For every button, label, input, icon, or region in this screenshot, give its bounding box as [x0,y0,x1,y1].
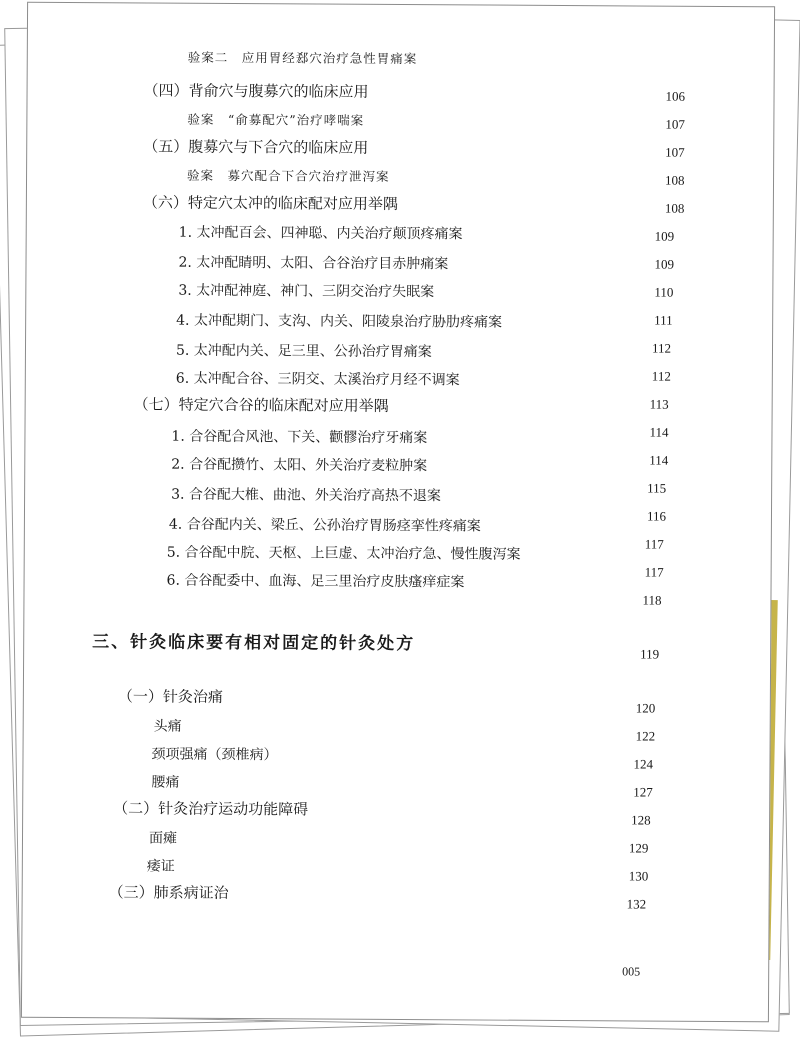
toc-page-number: 130 [628,868,649,884]
toc-item-entry: 2. 太冲配睛明、太阳、合谷治疗目赤肿痛案 [178,254,449,273]
toc-page-number: 116 [646,508,667,524]
toc-page-number: 113 [649,396,669,412]
toc-page-number: 118 [642,592,662,608]
toc-page-number: 114 [649,452,669,468]
toc-page-number: 127 [633,784,653,800]
toc-item-entry: 4. 合谷配内关、梁丘、公孙治疗胃肠痉挛性疼痛案 [168,516,481,535]
toc-page-number: 124 [633,756,654,772]
toc-page-number: 112 [651,368,671,384]
toc-page-number: 132 [626,896,647,912]
toc-item-entry: 5. 太冲配内关、足三里、公孙治疗胃痛案 [175,342,432,361]
toc-page-number: 108 [664,200,685,216]
toc-item-entry: 6. 合谷配委中、血海、足三里治疗皮肤瘙痒症案 [166,572,465,591]
toc-section-entry: （五）腹募穴与下合穴的临床应用 [143,137,369,157]
toc-section-entry: （六）特定穴太冲的临床配对应用举隅 [142,193,398,213]
toc-page-number: 106 [665,88,686,104]
toc-page-number: 119 [640,646,660,662]
toc-item-entry: 5. 合谷配中脘、天枢、上巨虚、太冲治疗急、慢性腹泻案 [166,544,521,563]
toc-page-number: 122 [635,728,656,744]
toc-page-number: 111 [654,312,673,328]
toc-item-entry: 2. 合谷配攒竹、太阳、外关治疗麦粒肿案 [171,456,428,475]
toc-item-entry: 1. 合谷配合风池、下关、颧髎治疗牙痛案 [171,428,428,447]
toc-page-number: 117 [644,536,664,552]
footer-page-number: 005 [622,964,641,979]
toc-item-entry: 4. 太冲配期门、支沟、内关、阳陵泉治疗胁肋疼痛案 [176,312,503,331]
toc-item-entry: 颈项强痛（颈椎病） [151,746,278,764]
toc-section-entry: （四）背俞穴与腹募穴的临床应用 [143,81,369,101]
toc-page-number: 109 [654,228,675,244]
toc-item-entry: 头痛 [153,718,182,735]
toc-page-number: 117 [644,564,664,580]
toc-case-entry: 验案 募穴配合下合穴治疗泄泻案 [187,167,390,184]
toc-page-number: 108 [664,172,685,188]
toc-section-entry: （二）针灸治疗运动功能障碍 [113,799,309,819]
toc-section-entry: （七）特定穴合谷的临床配对应用举隅 [133,395,389,415]
toc-item-entry: 6. 太冲配合谷、三阴交、太溪治疗月经不调案 [175,370,460,389]
toc-chapter-entry: 三、针灸临床要有相对固定的针灸处方 [92,632,416,655]
toc-item-entry: 3. 合谷配大椎、曲池、外关治疗高热不退案 [171,486,441,505]
toc-page-number: 107 [665,116,685,132]
toc-page-number: 114 [649,424,669,440]
toc-page [21,2,775,1023]
toc-item-entry: 腰痛 [151,774,180,791]
toc-item-entry: 痿证 [146,858,175,875]
toc-page-number: 112 [651,340,672,356]
toc-section-entry: （三）肺系病证治 [108,883,229,902]
toc-page-number: 128 [631,812,651,828]
toc-page-number: 129 [628,840,649,856]
toc-page-number: 109 [654,256,675,272]
toc-item-entry: 3. 太冲配神庭、神门、三阴交治疗失眠案 [178,282,435,301]
toc-case-entry: 验案 “俞募配穴”治疗哮喘案 [187,111,365,128]
toc-case-entry: 验案二 应用胃经郄穴治疗急性胃痛案 [187,49,418,67]
toc-page-number: 107 [665,144,685,160]
toc-page-number: 115 [647,480,667,496]
toc-section-entry: （一）针灸治痛 [117,687,223,706]
toc-page-number: 120 [635,700,656,716]
toc-page-number: 110 [654,284,674,300]
toc-item-entry: 1. 太冲配百会、四神聪、内关治疗颠顶疼痛案 [178,224,463,243]
toc-item-entry: 面瘫 [148,830,178,847]
